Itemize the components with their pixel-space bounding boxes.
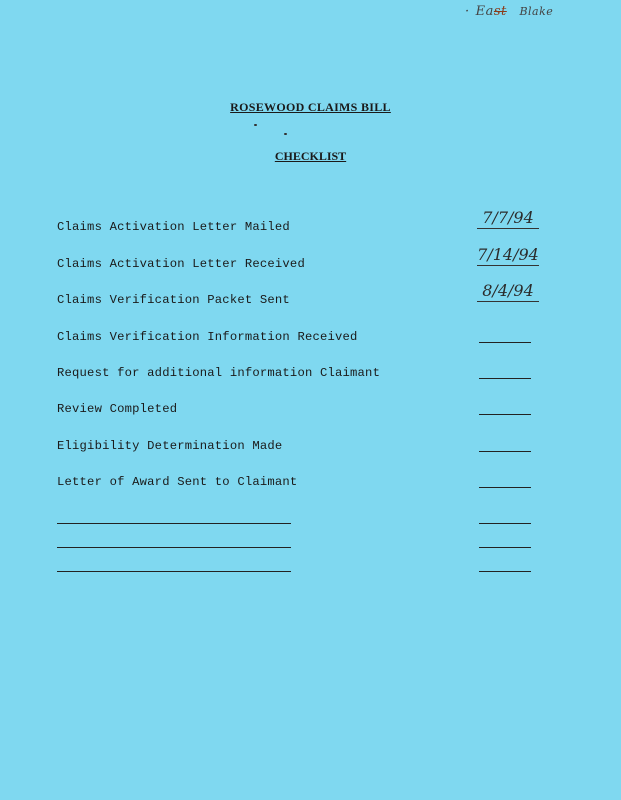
document-title: ROSEWOOD CLAIMS BILL bbox=[230, 100, 391, 114]
blank-item-line bbox=[57, 523, 291, 524]
checklist-label: Claims Activation Letter Mailed bbox=[57, 220, 290, 234]
handwritten-suffix: Blake bbox=[519, 5, 554, 18]
handwritten-name: Ea bbox=[475, 4, 494, 19]
date-blank-line bbox=[479, 378, 531, 379]
date-blank-line bbox=[479, 342, 531, 343]
checklist-label: Request for additional information Claimant bbox=[57, 366, 381, 380]
checklist-row bbox=[57, 330, 537, 354]
ink-speck bbox=[254, 124, 257, 126]
ink-speck bbox=[284, 133, 287, 135]
date-blank-line bbox=[479, 487, 531, 488]
checklist-row bbox=[57, 245, 539, 281]
handwritten-struck: st bbox=[493, 4, 507, 19]
checklist-label: Claims Activation Letter Received bbox=[57, 257, 305, 271]
checklist-label: Claims Verification Information Received bbox=[57, 330, 358, 344]
date-blank-line bbox=[479, 414, 531, 415]
document-subtitle: CHECKLIST bbox=[274, 149, 347, 163]
checklist-row bbox=[57, 366, 537, 390]
blank-item-line bbox=[57, 571, 291, 572]
checklist-date: 8/4/94 bbox=[477, 281, 539, 302]
checklist-row bbox=[57, 281, 537, 317]
handwritten-note bbox=[465, 4, 553, 19]
checklist-label: Eligibility Determination Made bbox=[57, 439, 283, 453]
checklist-row bbox=[57, 439, 537, 463]
handwritten-dot: · bbox=[465, 4, 470, 19]
blank-date-line bbox=[479, 547, 531, 548]
date-blank-line bbox=[479, 451, 531, 452]
checklist-date: 7/14/94 bbox=[477, 245, 539, 264]
blank-date-line bbox=[479, 571, 531, 572]
checklist-row bbox=[57, 475, 537, 499]
blank-date-line bbox=[479, 523, 531, 524]
checklist-date: 7/7/94 bbox=[477, 208, 539, 229]
checklist-label: Claims Verification Packet Sent bbox=[57, 293, 290, 307]
checklist-label: Letter of Award Sent to Claimant bbox=[57, 475, 298, 489]
checklist-label: Review Completed bbox=[57, 402, 178, 416]
checklist-row bbox=[57, 402, 537, 426]
blank-item-line bbox=[57, 547, 291, 548]
checklist-row bbox=[57, 208, 537, 244]
